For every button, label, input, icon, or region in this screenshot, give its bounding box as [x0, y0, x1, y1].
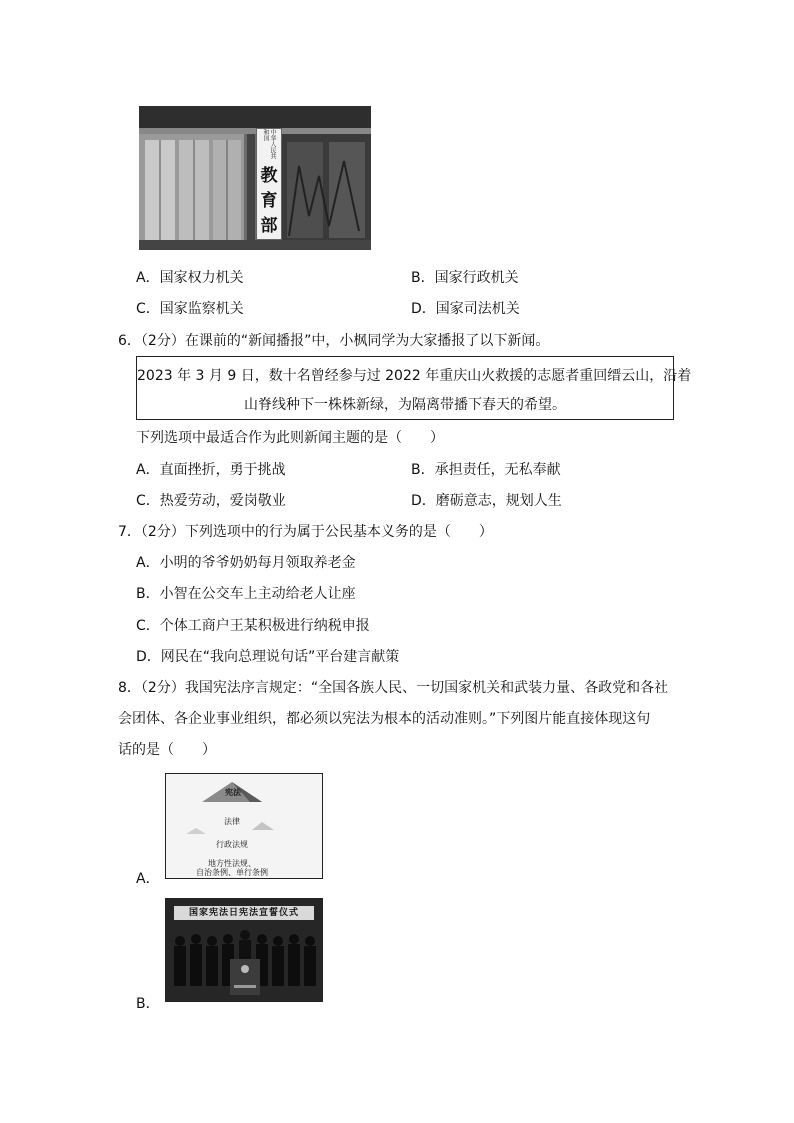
- q8-option-b-image[interactable]: [165, 898, 323, 1002]
- building-scene: [139, 106, 371, 250]
- pyramid-level-3-label: 行政法规: [216, 840, 248, 849]
- q6-option-c[interactable]: C．热爱劳动，爱岗敬业: [136, 493, 286, 509]
- sign-country-name: 中华人民共和国: [262, 129, 276, 159]
- pyramid-level-2-label: 法律: [224, 817, 240, 826]
- q7-option-c[interactable]: C．个体工商户王某积极进行纳税申报: [136, 618, 370, 634]
- ceremony-banner: 国家宪法日宪法宣誓仪式: [174, 906, 314, 920]
- q8-option-b-label[interactable]: B．: [136, 996, 160, 1012]
- q7-stem: 7．（2分）下列选项中的行为属于公民基本义务的是（ ）: [118, 524, 493, 540]
- q5-option-b[interactable]: B．国家行政机关: [411, 270, 519, 286]
- sign-char-1: 教: [260, 166, 278, 186]
- q8-option-a-label[interactable]: A．: [136, 871, 160, 887]
- q8-stem-line-3: 话的是（ ）: [118, 742, 216, 758]
- q6-news-box: [136, 356, 692, 420]
- sign-char-3: 部: [260, 216, 278, 236]
- sign-char-2: 育: [260, 191, 278, 211]
- q7-option-a[interactable]: A．小明的爷爷奶奶每月领取养老金: [136, 555, 356, 571]
- ministry-building-photo: [139, 106, 371, 250]
- pyramid-level-4b-label: 自治条例、单行条例: [196, 868, 268, 877]
- pyramid-level-4a-label: 地方性法规、: [208, 859, 256, 868]
- q8-stem-line-2: 会团体、各企业事业组织，都必须以宪法为根本的活动准则。”下列图片能直接体现这句: [118, 711, 651, 727]
- q8-stem-line-1: 8．（2分）我国宪法序言规定：“全国各族人民、一切国家机关和武装力量、各政党和各社: [118, 680, 669, 696]
- ministry-sign: [256, 128, 282, 240]
- pyramid-top-label: 宪法: [225, 788, 241, 797]
- q5-option-d[interactable]: D．国家司法机关: [411, 301, 520, 317]
- q6-option-a[interactable]: A．直面挫折，勇于挑战: [136, 462, 286, 478]
- q6-news-line-1: 2023 年 3 月 9 日，数十名曾经参与过 2022 年重庆山火救援的志愿者重回缙云山，沿着: [137, 368, 692, 384]
- q6-news-line-2: 山脊线种下一株株新绿，为隔离带播下春天的希望。: [244, 397, 566, 413]
- q5-option-a[interactable]: A．国家权力机关: [136, 270, 244, 286]
- q7-option-d[interactable]: D．网民在“我向总理说句话”平台建言献策: [136, 649, 400, 665]
- q6-option-b[interactable]: B．承担责任，无私奉献: [411, 462, 561, 478]
- q8-option-a-image[interactable]: [165, 773, 323, 879]
- q6-option-d[interactable]: D．磨砺意志，规划人生: [411, 493, 562, 509]
- q6-stem: 6．（2分）在课前的“新闻播报”中，小枫同学为大家播报了以下新闻。: [118, 333, 550, 349]
- q5-option-c[interactable]: C．国家监察机关: [136, 301, 244, 317]
- q7-option-b[interactable]: B．小智在公交车上主动给老人让座: [136, 586, 356, 602]
- q6-prompt: 下列选项中最适合作为此则新闻主题的是（ ）: [136, 430, 444, 446]
